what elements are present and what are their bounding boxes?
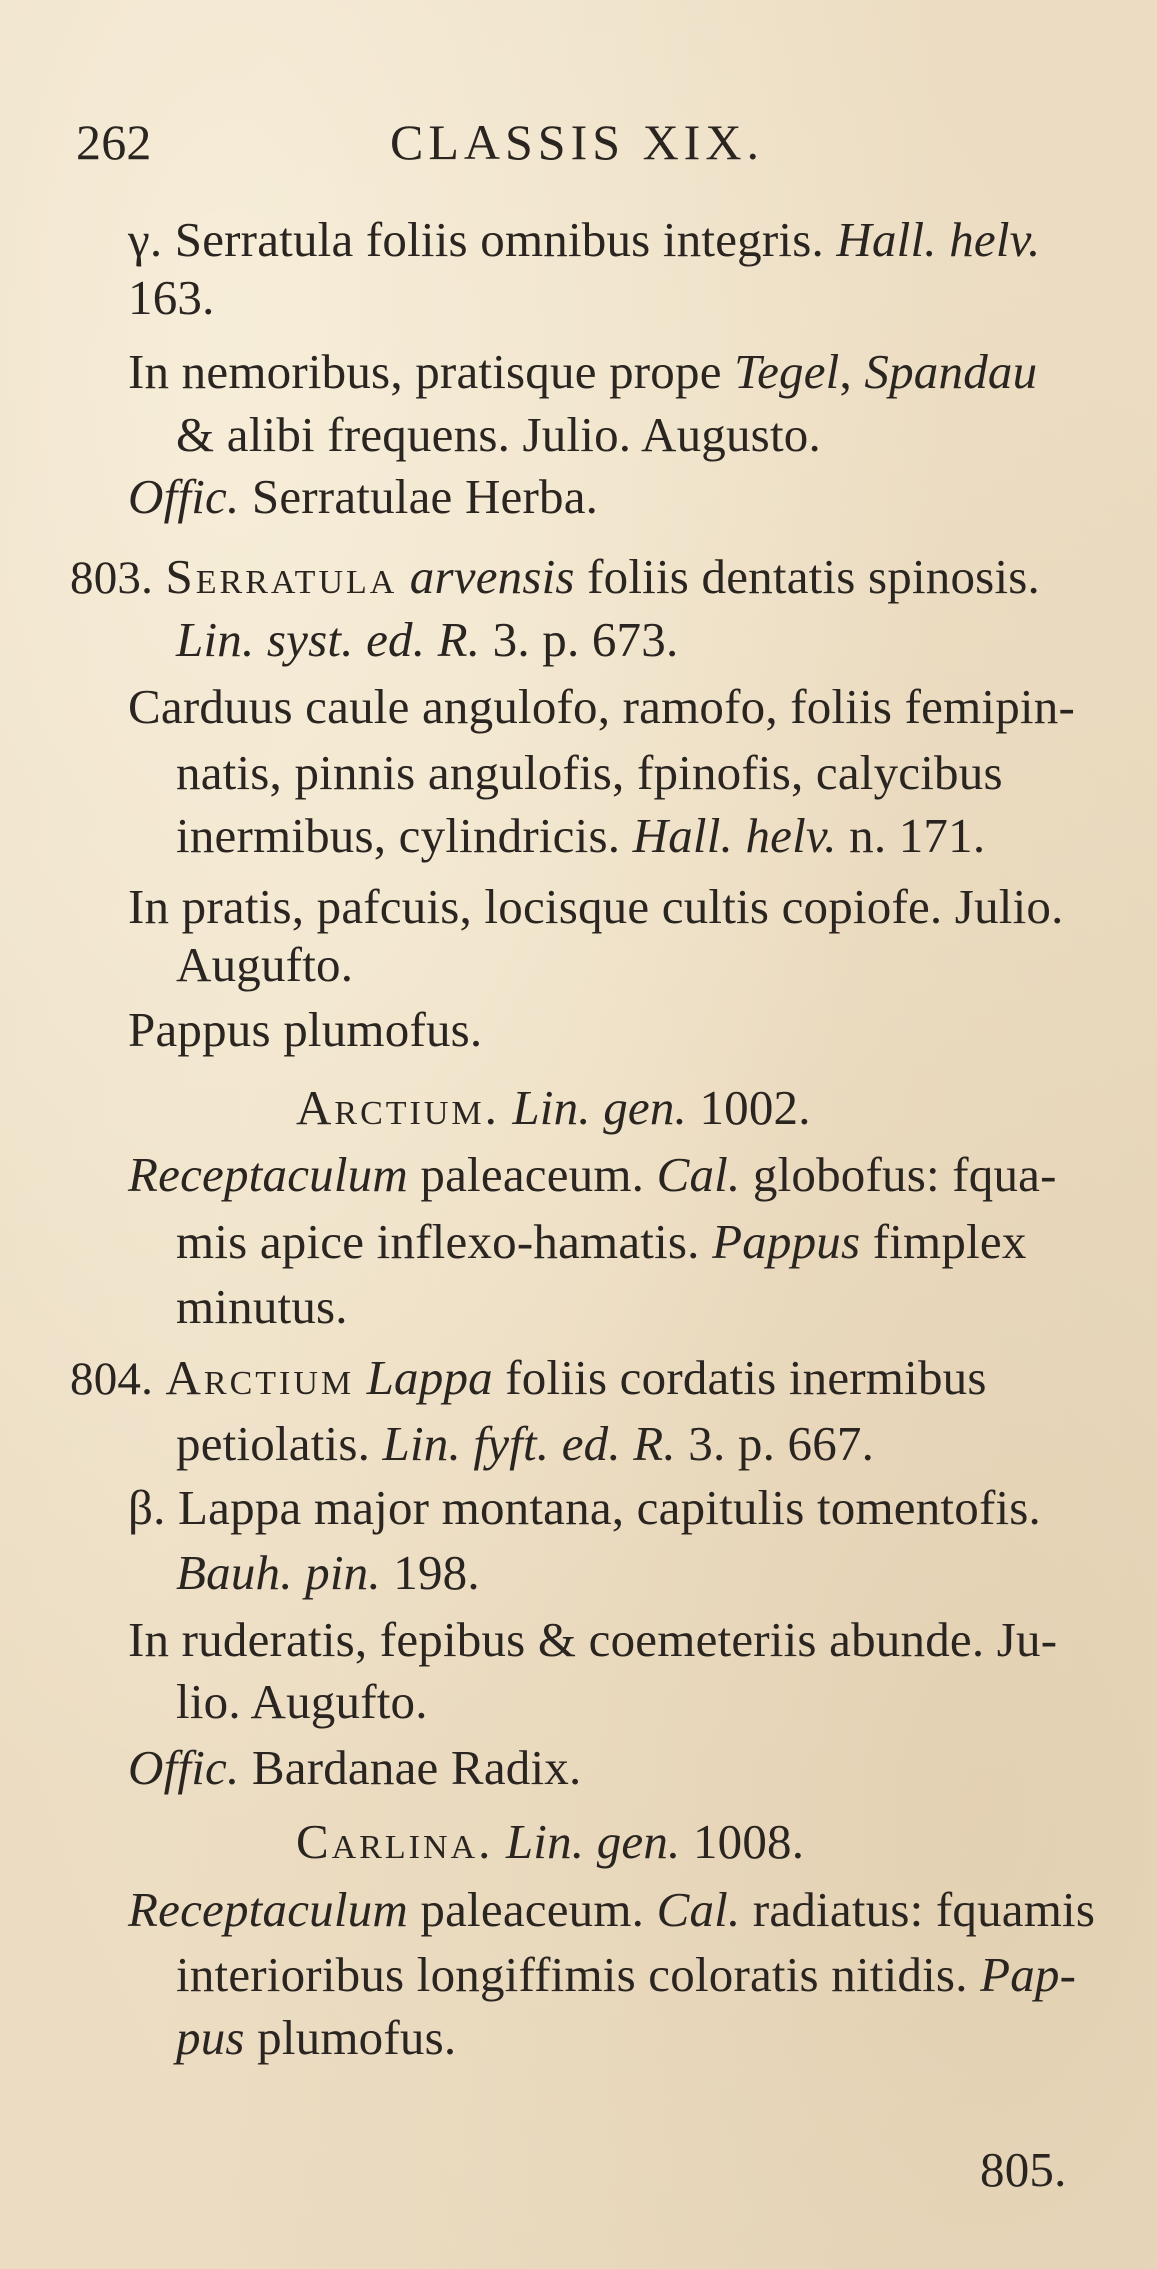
text-line: 163. bbox=[128, 270, 215, 325]
catchword: 805. bbox=[980, 2142, 1067, 2197]
text-line: Carduus caule angulofo, ramofo, foliis femipin- bbox=[128, 679, 1075, 734]
text-line: In pratis, pafcuis, locisque cultis copiofe. Julio. bbox=[128, 879, 1064, 934]
text-line: lio. Augufto. bbox=[176, 1674, 428, 1729]
text-line: In nemoribus, pratisque prope Tegel, Spandau bbox=[128, 344, 1038, 399]
text-line: Offic. Bardanae Radix. bbox=[128, 1740, 582, 1795]
text-line: inermibus, cylindricis. Hall. helv. n. 171. bbox=[176, 808, 986, 863]
text-line: Offic. Serratulae Herba. bbox=[128, 469, 599, 524]
text-line: mis apice inflexo-hamatis. Pappus fimplex bbox=[176, 1214, 1027, 1269]
text-line: minutus. bbox=[176, 1279, 348, 1334]
text-line: β. Lappa major montana, capitulis tomentofis. bbox=[128, 1480, 1041, 1535]
text-line: & alibi frequens. Julio. Augusto. bbox=[176, 407, 821, 462]
text-line: interioribus longiffimis coloratis nitidis. Pap- bbox=[176, 1947, 1077, 2002]
text-line: Receptaculum paleaceum. Cal. globofus: fqua- bbox=[128, 1147, 1057, 1202]
text-line: Receptaculum paleaceum. Cal. radiatus: fquamis bbox=[128, 1882, 1096, 1937]
genus-heading-carlina: Carlina. Lin. gen. 1008. bbox=[296, 1814, 805, 1869]
text-line: Augufto. bbox=[176, 937, 354, 992]
text-line: γ. Serratula foliis omnibus integris. Hall. helv. bbox=[128, 212, 1041, 267]
text-line: natis, pinnis angulofis, fpinofis, calycibus bbox=[176, 745, 1003, 800]
text-line: In ruderatis, fepibus & coemeteriis abunde. Ju- bbox=[128, 1612, 1058, 1667]
entry-803: 803. Serratula arvensis foliis dentatis spinosis. bbox=[70, 549, 1040, 604]
text-line: petiolatis. Lin. fyft. ed. R. 3. p. 667. bbox=[176, 1416, 875, 1471]
page-title: CLASSIS XIX. bbox=[390, 114, 764, 170]
text-line: Lin. syst. ed. R. 3. p. 673. bbox=[176, 612, 679, 667]
genus-heading-arctium: Arctium. Lin. gen. 1002. bbox=[296, 1080, 811, 1135]
text-line: pus plumofus. bbox=[176, 2010, 457, 2065]
text-line: Bauh. pin. 198. bbox=[176, 1545, 480, 1600]
entry-804: 804. Arctium Lappa foliis cordatis inermibus bbox=[70, 1350, 987, 1405]
page-number: 262 bbox=[76, 114, 152, 170]
text-line: Pappus plumofus. bbox=[128, 1002, 483, 1057]
